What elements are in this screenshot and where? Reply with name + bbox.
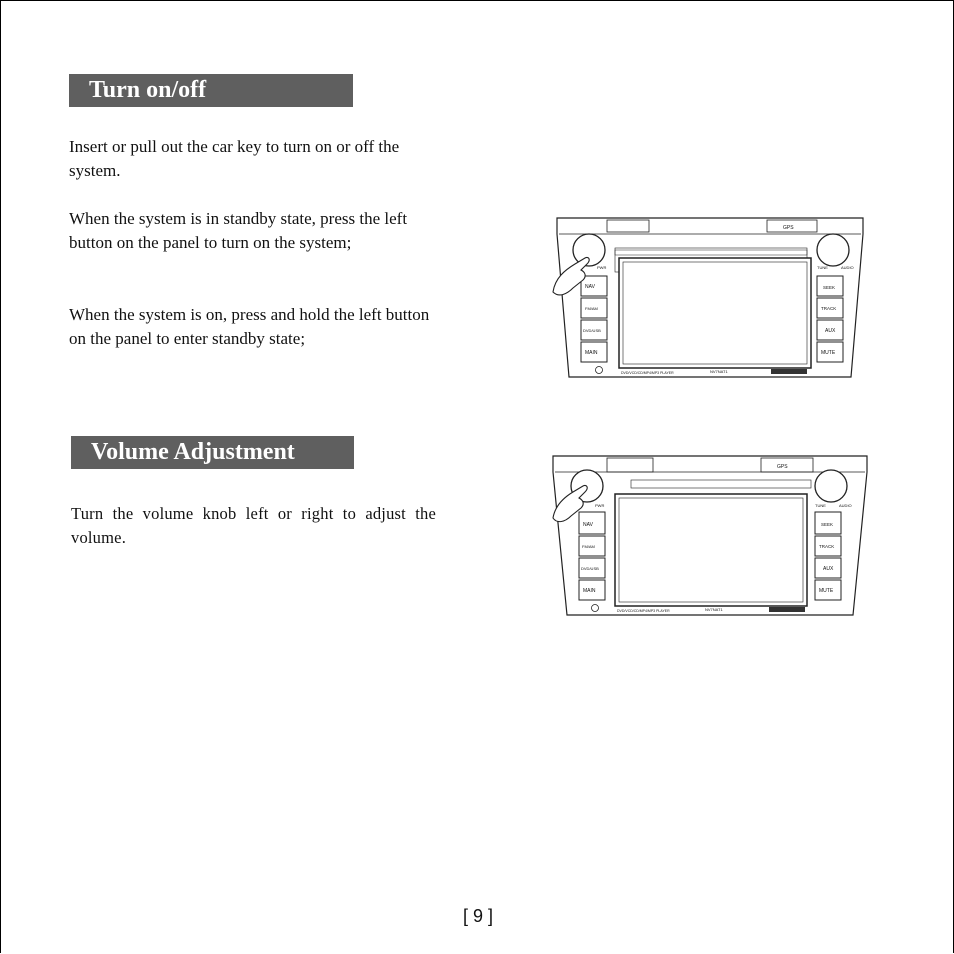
nav-button-label-2: NAV xyxy=(583,522,593,528)
aux-button-label: AUX xyxy=(825,328,836,334)
track-button-label-2: TRACK xyxy=(819,544,835,549)
right-button-column-2 xyxy=(815,512,841,600)
pwr-label-2: PWR xyxy=(595,503,605,508)
gps-label-2: GPS xyxy=(777,464,788,470)
track-button-label: TRACK xyxy=(821,306,837,311)
player-label-2: DVD/VCD/CD/MP4/MP3 PLAYER xyxy=(617,609,670,613)
audio-label: AUDIO xyxy=(841,265,854,270)
model-label: NV7NAT1 xyxy=(710,369,728,374)
tune-label-2: TUNE xyxy=(815,503,826,508)
paragraph-insert-key: Insert or pull out the car key to turn on or off the system. xyxy=(69,137,400,180)
model-label-2: NV7NAT1 xyxy=(705,607,723,612)
head-unit-illustration-power xyxy=(545,212,875,382)
audio-label-2: AUDIO xyxy=(839,503,852,508)
left-button-column-2 xyxy=(579,512,605,600)
page-number: [ 9 ] xyxy=(462,906,493,926)
section-title-turn-on-off: Turn on/off xyxy=(69,74,353,107)
aux-button-label-2: AUX xyxy=(823,566,834,572)
fmam-button-label-2: FM/AM xyxy=(582,544,595,549)
gps-label: GPS xyxy=(783,225,794,231)
paragraph-press-hold: When the system is on, press and hold the left button on the panel to enter standby state; xyxy=(69,305,430,348)
tune-knob-right-2[interactable] xyxy=(815,470,847,502)
fmam-button-label: FM/AM xyxy=(585,306,598,311)
paragraph-volume-knob: Turn the volume knob left or right to adjust the volume. xyxy=(71,504,436,547)
dvdusb-button-label: DVD/USB xyxy=(583,328,601,333)
dvdusb-button-label-2: DVD/USB xyxy=(581,566,599,571)
mute-button-label: MUTE xyxy=(821,350,836,356)
head-unit-drawing xyxy=(545,212,875,382)
main-button-label-2: MAIN xyxy=(583,588,596,594)
head-unit-drawing-2 xyxy=(545,450,875,620)
seek-button-label: SEEK xyxy=(823,285,836,290)
main-button-label: MAIN xyxy=(585,350,598,356)
player-label: DVD/VCD/CD/MP4/MP3 PLAYER xyxy=(621,371,674,375)
tune-label: TUNE xyxy=(817,265,828,270)
nav-button-label: NAV xyxy=(585,284,595,290)
paragraph-standby-press: When the system is in standby state, press the left button on the panel to turn on the system; xyxy=(69,209,408,252)
tune-knob-right[interactable] xyxy=(817,234,849,266)
mute-button-label-2: MUTE xyxy=(819,588,834,594)
section-title-volume-adjustment: Volume Adjustment xyxy=(71,436,354,469)
seek-button-label-2: SEEK xyxy=(821,522,834,527)
head-unit-illustration-volume xyxy=(545,450,875,620)
pwr-label: PWR xyxy=(597,265,607,270)
